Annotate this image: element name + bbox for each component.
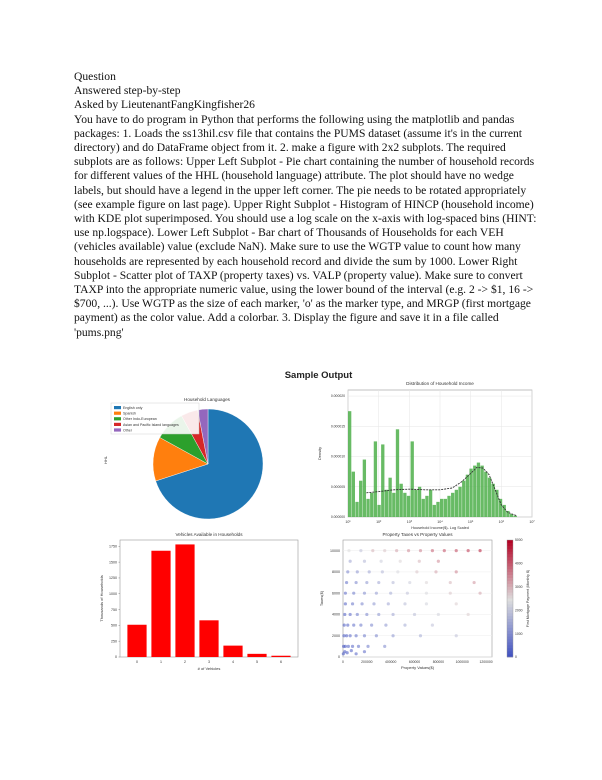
- scatter-point: [425, 592, 428, 595]
- scatter-y-tick-label: 2000: [332, 633, 340, 638]
- scatter-point: [344, 602, 347, 605]
- colorbar-segment: [507, 639, 513, 642]
- hist-bar: [363, 460, 366, 517]
- scatter-point: [346, 651, 349, 654]
- scatter-point: [425, 602, 428, 605]
- colorbar-segment: [507, 619, 513, 622]
- bar-y-tick-label: 1750: [109, 544, 117, 549]
- hist-x-tick-label: 10⁶: [498, 520, 505, 524]
- scatter-point: [443, 549, 446, 552]
- scatter-point: [395, 549, 398, 552]
- colorbar-segment: [507, 549, 513, 552]
- hist-bar: [462, 481, 465, 517]
- colorbar-tick-label: 0: [515, 655, 517, 660]
- scatter-point: [415, 570, 418, 573]
- scatter-y-tick-label: 0: [338, 655, 340, 660]
- answer-status: Answered step-by-step: [74, 84, 181, 98]
- hist-bar: [407, 496, 410, 517]
- colorbar-segment: [507, 590, 513, 593]
- scatter-point: [449, 581, 452, 584]
- scatter-point: [347, 549, 350, 552]
- scatter-point: [355, 581, 358, 584]
- colorbar-tick-label: 5000: [515, 538, 523, 543]
- hist-x-tick-label: 10¹: [345, 520, 351, 524]
- bar-x-tick-label: 3: [208, 660, 210, 664]
- hist-bar: [414, 490, 417, 517]
- scatter-point: [455, 602, 458, 605]
- scatter-point: [455, 570, 458, 573]
- colorbar-segment: [507, 645, 513, 648]
- bar-1: [151, 551, 170, 657]
- colorbar-segment: [507, 610, 513, 613]
- scatter-point: [355, 634, 358, 637]
- hist-bar: [392, 493, 395, 517]
- scatter-point: [363, 634, 366, 637]
- hist-x-tick-label: 10⁴: [437, 520, 443, 524]
- scatter-point: [419, 549, 422, 552]
- colorbar-segment: [507, 575, 513, 578]
- scatter-point: [383, 549, 386, 552]
- scatter-point: [478, 592, 481, 595]
- bar-3: [199, 620, 218, 657]
- hist-bar: [381, 444, 384, 517]
- bar-ylabel: Thousands of Households: [99, 575, 104, 622]
- colorbar-segment: [507, 572, 513, 575]
- scatter-point: [399, 560, 402, 563]
- scatter-y-tick-label: 4000: [332, 612, 340, 617]
- scatter-point: [351, 602, 354, 605]
- scatter-point: [357, 645, 360, 648]
- bar-0: [127, 625, 146, 657]
- bar-y-tick-label: 500: [111, 623, 117, 628]
- colorbar-segment: [507, 604, 513, 607]
- hist-bar: [484, 472, 487, 517]
- colorbar-segment: [507, 593, 513, 596]
- hist-bar: [418, 487, 421, 517]
- scatter-point: [343, 623, 346, 626]
- colorbar-segment: [507, 622, 513, 625]
- hist-bar: [477, 463, 480, 517]
- colorbar-segment: [507, 540, 513, 543]
- colorbar-segment: [507, 651, 513, 654]
- colorbar-segment: [507, 566, 513, 569]
- bar-xlabel: # of Vehicles: [197, 666, 221, 671]
- colorbar-segment: [507, 634, 513, 637]
- scatter-point: [391, 634, 394, 637]
- colorbar-segment: [507, 555, 513, 558]
- scatter-point: [350, 649, 353, 652]
- colorbar-segment: [507, 587, 513, 590]
- hist-bar: [359, 481, 362, 517]
- colorbar-segment: [507, 563, 513, 566]
- hist-bar: [377, 505, 380, 517]
- scatter-point: [389, 592, 392, 595]
- colorbar-segment: [507, 637, 513, 640]
- colorbar-segment: [507, 599, 513, 602]
- scatter-point: [371, 549, 374, 552]
- colorbar-segment: [507, 581, 513, 584]
- scatter-point: [413, 613, 416, 616]
- hist-y-tick-label: 0.000005: [330, 484, 345, 489]
- scatter-point: [345, 581, 348, 584]
- hist-bar: [433, 505, 436, 517]
- scatter-point: [366, 645, 369, 648]
- bar-5: [247, 654, 266, 657]
- colorbar-label: First Mortgage Payment (Monthly $): [526, 569, 530, 628]
- scatter-point: [363, 650, 366, 653]
- hist-x-tick-label: 10⁵: [467, 520, 474, 524]
- hist-x-tick-label: 10³: [406, 520, 412, 524]
- hist-bar: [400, 484, 403, 517]
- scatter-xlabel: Property Values($): [400, 665, 435, 670]
- colorbar-segment: [507, 552, 513, 555]
- scatter-point: [347, 645, 350, 648]
- scatter-point: [403, 602, 406, 605]
- colorbar-segment: [507, 601, 513, 604]
- bar-x-tick-label: 6: [280, 660, 282, 664]
- hist-title: Distribution of Household Income: [406, 381, 474, 386]
- hist-bar: [444, 499, 447, 517]
- hist-bar: [466, 475, 469, 517]
- hist-bar: [455, 490, 458, 517]
- hist-x-tick-label: 10⁷: [529, 520, 535, 524]
- colorbar-segment: [507, 616, 513, 619]
- scatter-point: [359, 623, 362, 626]
- scatter-point: [391, 613, 394, 616]
- scatter-point: [467, 613, 470, 616]
- bar-x-tick-label: 0: [136, 660, 138, 664]
- scatter-point: [381, 570, 384, 573]
- scatter-point: [377, 581, 380, 584]
- hist-bar: [374, 441, 377, 517]
- hist-bar: [422, 499, 425, 517]
- scatter-x-tick-label: 0: [342, 660, 344, 664]
- scatter-point: [437, 613, 440, 616]
- hist-bar: [451, 493, 454, 517]
- asked-by: Asked by LieutenantFangKingfisher26: [74, 98, 255, 112]
- pie-legend-label-3: Asian and Pacific Island languages: [123, 422, 179, 427]
- colorbar-segment: [507, 558, 513, 561]
- hist-bar: [425, 496, 428, 517]
- scatter-x-tick-label: 800000: [432, 660, 445, 664]
- scatter-point: [355, 652, 358, 655]
- hist-bar: [469, 469, 472, 517]
- scatter-point: [383, 645, 386, 648]
- scatter-point: [345, 634, 348, 637]
- scatter-point: [356, 570, 359, 573]
- hist-bar: [348, 411, 351, 517]
- scatter-point: [349, 613, 352, 616]
- colorbar-tick-label: 1000: [515, 631, 523, 636]
- scatter-point: [343, 613, 346, 616]
- question-block: [74, 70, 544, 340]
- question-body: You have to do program in Python that performs the following using the matplotlib and pandas packages: 1. Loads the ss13hil.csv file that contains the PUMS dataset (assume it's in the current directory) and do DataFrame object from it. 2. make a figure with 2x2 subplots. The required subplots are as follows: Upper Left Subplot - Pie chart containing the number of household records for different values of the HHL (household language) attribute. The plot should have no wedge labels, but should have a legend in the upper left corner. The pie needs to be rotated appropriately (see example figure on last page). Upper Right Subplot - Histogram of HINCP (household income) with KDE plot superimposed. You should use a log scale on the x-axis with log-spaced bins (HINT: use np.logspace). Lower Left Subplot - Bar chart of Thousands of Households for each VEH (vehicles available) value (exclude NaN). Make sure to use the WGTP value to count how many households are represented by each household record and divide the sum by 1000. Lower Right Subplot - Scatter plot of TAXP (property taxes) vs. VALP (property value). Make sure to convert TAXP into the appropriate numeric value, using the lower bound of the interval (e.g. 2 -> $1, 16 -> $700, ...). Use WGTP as the size of each marker, 'o' as the marker type, and MRGP (first mortgage payment) as the color value. Add a colorbar. 3. Display the figure and save it in a file called 'pums.png': [74, 112, 537, 339]
- scatter-point: [425, 581, 428, 584]
- colorbar-segment: [507, 628, 513, 631]
- colorbar-segment: [507, 631, 513, 634]
- pie-legend-swatch-2: [114, 417, 121, 420]
- sample-output-figure: [95, 370, 542, 675]
- hist-ylabel: Density: [317, 446, 322, 461]
- bar-y-tick-label: 750: [111, 607, 117, 612]
- colorbar-tick-label: 3000: [515, 585, 523, 589]
- scatter-point: [377, 613, 380, 616]
- scatter-point: [431, 623, 434, 626]
- bar-title: Vehicles Available in Households: [175, 532, 243, 537]
- hist-y-tick-label: 0.000015: [330, 424, 345, 429]
- hist-bar: [370, 493, 373, 517]
- hist-bar: [385, 490, 388, 517]
- scatter-point: [396, 570, 399, 573]
- hist-bar: [366, 499, 369, 517]
- scatter-point: [346, 623, 349, 626]
- scatter-point: [365, 581, 368, 584]
- bar-2: [175, 544, 194, 657]
- colorbar-segment: [507, 569, 513, 572]
- hist-bar: [403, 493, 406, 517]
- scatter-point: [360, 602, 363, 605]
- scatter-point: [372, 602, 375, 605]
- colorbar-segment: [507, 613, 513, 616]
- scatter-point: [478, 549, 481, 552]
- scatter-axes-frame: [343, 540, 492, 657]
- hist-y-tick-label: 0.000010: [330, 454, 345, 459]
- scatter-point: [370, 623, 373, 626]
- hist-bar: [396, 429, 399, 517]
- bar-y-tick-label: 1000: [109, 591, 117, 596]
- scatter-y-tick-label: 8000: [332, 570, 340, 575]
- scatter-point: [408, 581, 411, 584]
- scatter-point: [375, 634, 378, 637]
- pie-legend-label-0: English only: [123, 406, 143, 410]
- bar-4: [223, 646, 242, 657]
- scatter-point: [344, 592, 347, 595]
- scatter-point: [437, 560, 440, 563]
- hist-bar: [488, 478, 491, 517]
- scatter-point: [349, 560, 352, 563]
- pie-ylabel: HHL: [103, 455, 108, 465]
- pie-legend-label-4: Other: [123, 428, 132, 433]
- colorbar-segment: [507, 578, 513, 581]
- scatter-point: [473, 581, 476, 584]
- pie-legend-label-2: Other Indo-European: [123, 417, 157, 422]
- bar-y-tick-label: 1500: [109, 560, 117, 565]
- colorbar-segment: [507, 546, 513, 549]
- scatter-x-tick-label: 1000000: [455, 660, 469, 664]
- scatter-point: [351, 645, 354, 648]
- colorbar-segment: [507, 648, 513, 651]
- figure-canvas: [95, 370, 542, 675]
- hist-bar: [355, 502, 358, 517]
- hist-y-tick-label: 0.000000: [330, 515, 345, 520]
- bar-y-tick-label: 1250: [109, 576, 117, 581]
- colorbar-tick-label: 4000: [515, 561, 523, 566]
- hist-bar: [436, 502, 439, 517]
- scatter-point: [375, 592, 378, 595]
- scatter-point: [380, 560, 383, 563]
- colorbar-segment: [507, 607, 513, 610]
- hist-bar: [352, 472, 355, 517]
- hist-y-tick-label: 0.000020: [330, 394, 345, 399]
- hist-xlabel: Household Income($)- Log Scaled: [411, 526, 469, 530]
- hist-bar: [388, 478, 391, 517]
- scatter-ylabel: Taxes($): [319, 590, 324, 607]
- hist-x-tick-label: 10²: [376, 520, 382, 524]
- scatter-point: [449, 592, 452, 595]
- colorbar-segment: [507, 584, 513, 587]
- scatter-point: [363, 560, 366, 563]
- hist-bar: [473, 466, 476, 517]
- scatter-x-tick-label: 400000: [385, 660, 397, 664]
- scatter-point: [467, 549, 470, 552]
- pie-legend-swatch-0: [114, 406, 121, 409]
- scatter-point: [431, 549, 434, 552]
- pie-legend-swatch-1: [114, 412, 121, 415]
- scatter-y-tick-label: 6000: [332, 591, 340, 596]
- bar-x-tick-label: 4: [232, 660, 234, 664]
- bar-6: [271, 656, 290, 657]
- hist-bar: [499, 499, 502, 517]
- scatter-point: [455, 549, 458, 552]
- scatter-x-tick-label: 1200000: [479, 660, 493, 664]
- scatter-y-tick-label: 10000: [330, 548, 340, 553]
- scatter-point: [356, 613, 359, 616]
- colorbar-segment: [507, 596, 513, 599]
- hist-bar: [480, 466, 483, 517]
- hist-bar: [447, 496, 450, 517]
- colorbar-segment: [507, 543, 513, 546]
- scatter-point: [434, 570, 437, 573]
- bar-x-tick-label: 5: [256, 660, 258, 664]
- scatter-point: [365, 613, 368, 616]
- pie-title: Household Languages: [184, 397, 230, 402]
- scatter-point: [349, 634, 352, 637]
- scatter-x-tick-label: 600000: [408, 660, 421, 664]
- hist-bar: [458, 487, 461, 517]
- hist-bar: [429, 490, 432, 517]
- figure-title: Sample Output: [284, 370, 353, 381]
- pie-legend-swatch-3: [114, 423, 121, 426]
- scatter-point: [344, 645, 347, 648]
- scatter-point: [368, 570, 371, 573]
- colorbar-segment: [507, 642, 513, 645]
- scatter-point: [418, 560, 421, 563]
- colorbar-segment: [507, 560, 513, 563]
- scatter-x-tick-label: 200000: [361, 660, 373, 664]
- scatter-point: [419, 634, 422, 637]
- scatter-point: [407, 549, 410, 552]
- scatter-point: [359, 549, 362, 552]
- hist-bar: [440, 499, 443, 517]
- pie-legend-label-1: Spanish: [123, 411, 136, 416]
- question-heading: Question: [74, 70, 116, 83]
- scatter-point: [455, 634, 458, 637]
- bar-x-tick-label: 2: [184, 660, 186, 664]
- scatter-point: [387, 602, 390, 605]
- bar-y-tick-label: 0: [115, 655, 117, 660]
- hist-bar: [411, 441, 414, 517]
- colorbar-segment: [507, 625, 513, 628]
- scatter-point: [352, 592, 355, 595]
- bar-x-tick-label: 1: [160, 660, 162, 664]
- scatter-point: [391, 581, 394, 584]
- scatter-point: [346, 570, 349, 573]
- scatter-point: [403, 623, 406, 626]
- scatter-point: [352, 623, 355, 626]
- hist-bar: [514, 516, 517, 517]
- scatter-point: [406, 592, 409, 595]
- colorbar-tick-label: 2000: [515, 608, 523, 613]
- scatter-point: [363, 592, 366, 595]
- scatter-title: Property Taxes vs Property Values: [382, 532, 453, 537]
- bar-y-tick-label: 250: [111, 639, 117, 644]
- pie-legend-swatch-4: [114, 428, 121, 431]
- scatter-point: [384, 623, 387, 626]
